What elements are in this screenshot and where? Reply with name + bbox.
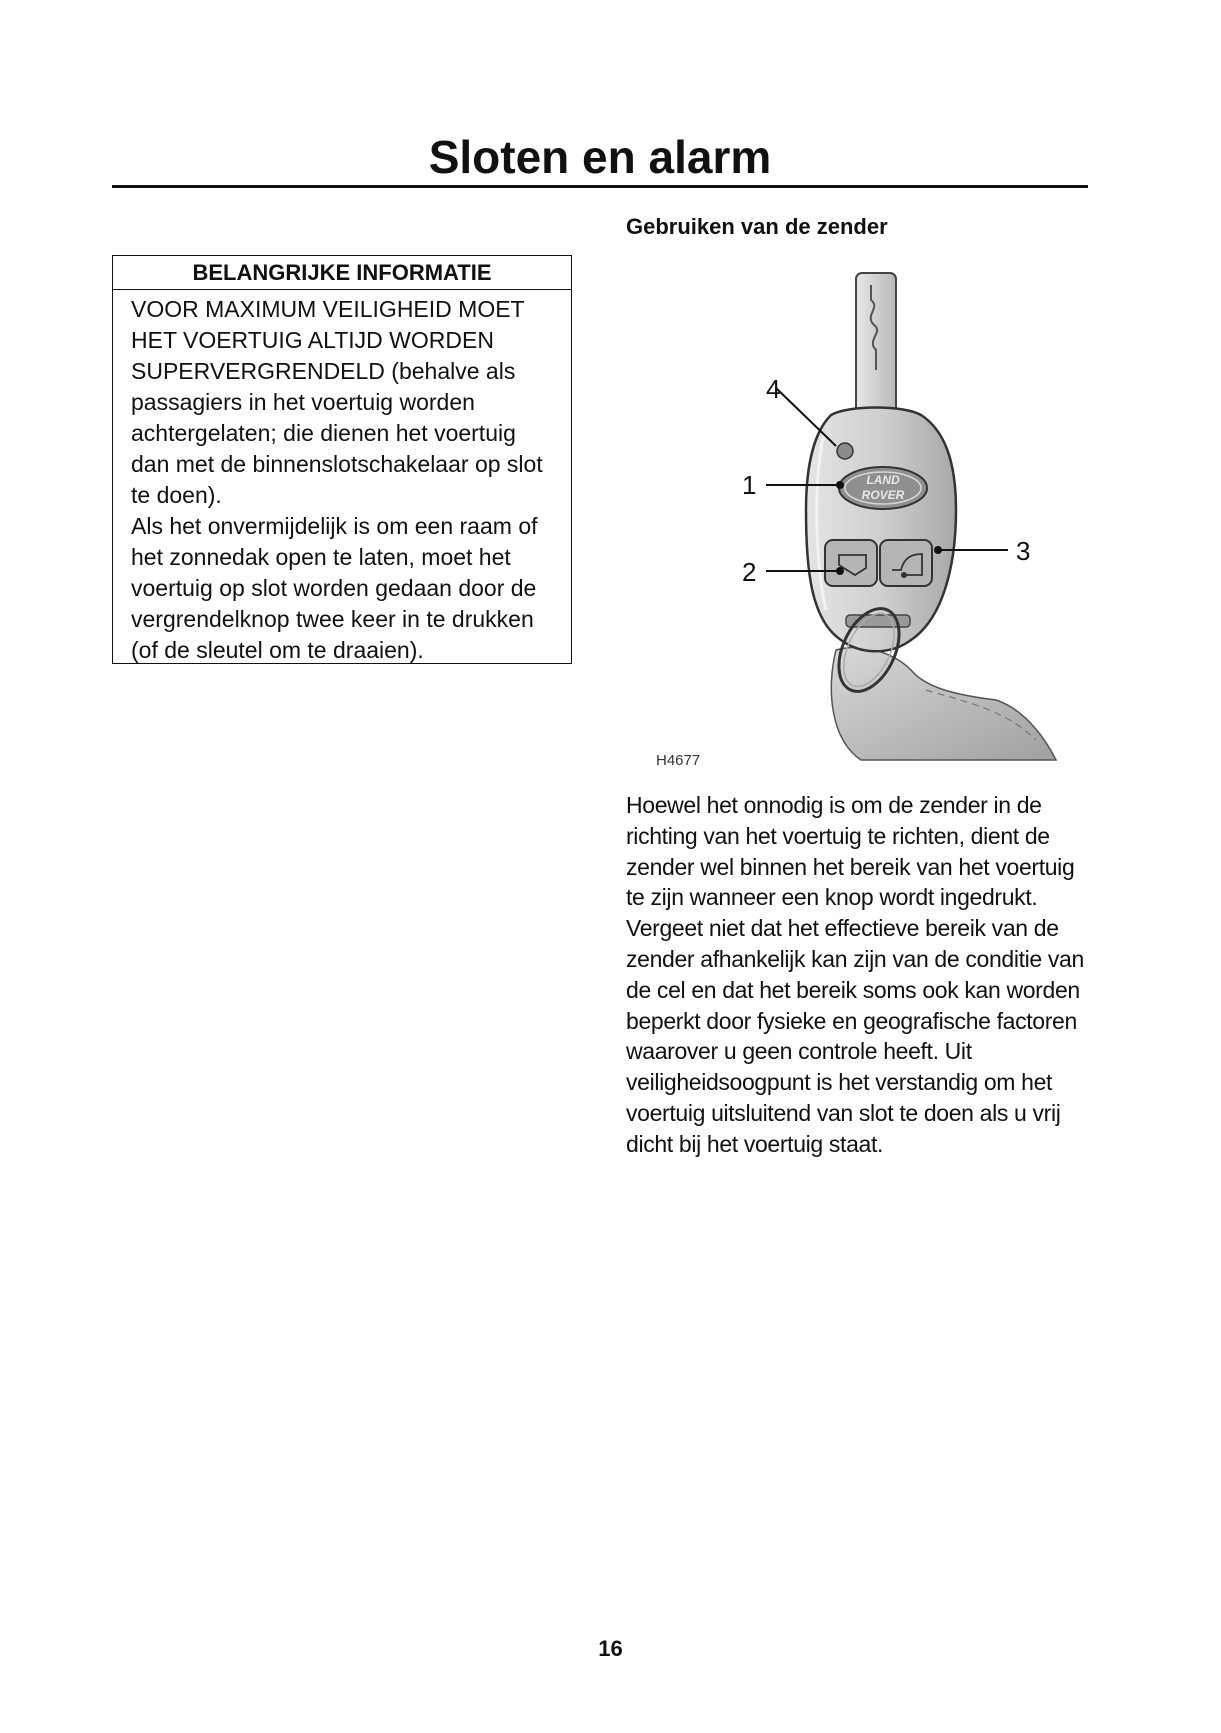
logo-text-line1: LAND (866, 473, 900, 487)
figure-code: H4677 (656, 752, 701, 769)
section-body: Hoewel het onnodig is om de zender in de richting van het voertuig te richten, dient de zender wel binnen het bereik van het voertuig te zijn wanneer een knop wordt ingedrukt. Vergeet niet dat het effectieve bereik van de zender afhankelijk kan zijn van de conditie van de cel en dat het bereik soms ook kan worden beperkt door fysieke en geografische factoren waarover u geen controle heeft. Uit veiligheidsoogpunt is het verstandig om het voertuig uitsluitend van slot te doen als u vrij dicht bij het voertuig staat. (626, 792, 1084, 1157)
important-information-box (112, 255, 572, 664)
lock-button (825, 540, 877, 586)
callout-2: 2 (742, 557, 757, 587)
led-indicator (837, 443, 853, 459)
leather-tag (831, 648, 1056, 760)
title-divider (112, 185, 1088, 188)
page-title: Sloten en alarm (428, 131, 772, 183)
notice-heading: BELANGRIJKE INFORMATIE (113, 256, 571, 290)
callout-3: 3 (1016, 536, 1031, 566)
tailgate-button (880, 540, 932, 586)
section-heading: Gebruiken van de zender (626, 214, 888, 239)
callout-1: 1 (742, 470, 757, 500)
logo-text-line2: ROVER (861, 488, 905, 502)
notice-body (113, 290, 571, 666)
transmitter-figure (626, 270, 1088, 780)
notice-paragraph-1: VOOR MAXIMUM VEILIGHEID MOET HET VOERTUIG ALTIJD WORDEN SUPERVERGRENDELD (behalve als passagiers in het voertuig worden achtergelaten; die dienen het voertuig dan met de binnenslotschakelaar op slot te doen). (131, 296, 543, 508)
key-blade (856, 273, 896, 413)
page-number: 16 (598, 1636, 623, 1661)
callout-4: 4 (766, 374, 781, 404)
key-fob-illustration (626, 270, 1088, 780)
notice-paragraph-2: Als het onvermijdelijk is om een raam of het zonnedak open te laten, moet het voertuig op slot worden gedaan door de vergrendelknop twee keer in te drukken (of de sleutel om te draaien). (131, 513, 538, 663)
